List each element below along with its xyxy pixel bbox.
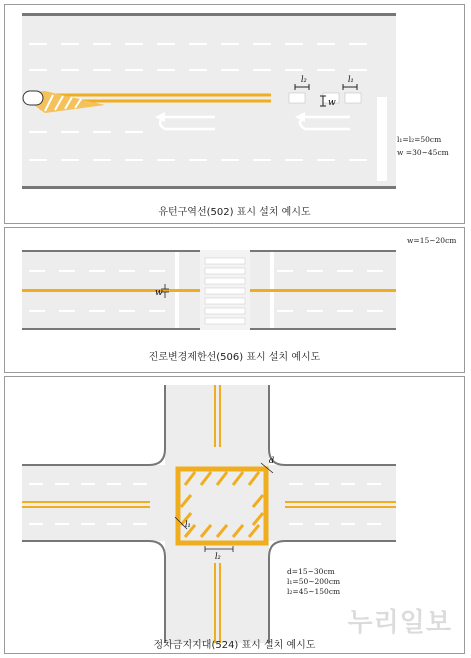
u-turn-blocks — [289, 93, 361, 103]
lane-dash — [29, 43, 47, 45]
spec-l2: l₂=45~150cm — [287, 587, 341, 596]
lane-dash — [349, 159, 367, 161]
lane-dash — [61, 131, 79, 133]
lane-dash — [315, 483, 329, 485]
stop-bar — [377, 97, 387, 181]
lane-dash — [81, 483, 95, 485]
spec-l1-l2: l₁=l₂=50cm — [397, 135, 442, 144]
no-stopping-zone-panel — [4, 376, 465, 654]
lane-dash — [149, 310, 165, 312]
lane-dash — [125, 131, 143, 133]
lane-dash — [93, 159, 111, 161]
lane-dash — [133, 523, 147, 525]
lane-dash — [253, 43, 271, 45]
lane-dash — [149, 270, 165, 272]
lane-dash — [285, 43, 303, 45]
crosswalk-stripes — [205, 258, 245, 324]
lane-dash — [367, 270, 383, 272]
lane-dash — [253, 69, 271, 71]
caption-lane-change: 진로변경제한선(506) 표시 설치 예시도 — [148, 352, 321, 363]
lane-dash — [189, 159, 207, 161]
lane-dash — [29, 69, 47, 71]
lane-dash — [315, 523, 329, 525]
spec-l1: l₁=50~200cm — [287, 577, 341, 586]
lane-dash — [189, 69, 207, 71]
median-end-cap — [23, 91, 43, 105]
lane-dash — [59, 310, 75, 312]
lane-dash — [317, 69, 335, 71]
lane-dash — [93, 69, 111, 71]
lane-dash — [81, 523, 95, 525]
road-edge-top — [22, 13, 396, 16]
label-l2: l₂ — [301, 75, 307, 84]
label-w: w — [155, 288, 163, 298]
label-d: d — [269, 456, 275, 465]
label-l1: l₁ — [185, 520, 191, 529]
lane-dash — [157, 69, 175, 71]
lane-dash — [157, 159, 175, 161]
lane-dash — [55, 523, 69, 525]
label-w: w — [328, 98, 336, 108]
u-turn-zone-diagram — [5, 5, 464, 223]
lane-dash — [285, 159, 303, 161]
lane-dash — [29, 159, 47, 161]
lane-dash — [89, 310, 105, 312]
lane-dash — [189, 43, 207, 45]
lane-dash — [307, 270, 323, 272]
lane-dash — [125, 159, 143, 161]
lane-dash — [61, 159, 79, 161]
lane-dash — [289, 483, 303, 485]
lane-dash — [221, 43, 239, 45]
lane-dash — [285, 69, 303, 71]
lane-dash — [29, 270, 45, 272]
lane-dash — [29, 131, 47, 133]
lane-dash — [29, 310, 45, 312]
label-l1: l₁ — [348, 75, 354, 84]
lane-dash — [337, 310, 353, 312]
lane-dash — [277, 270, 293, 272]
caption-u-turn: 유턴구역선(502) 표시 설치 예시도 — [158, 207, 311, 218]
lane-dash — [89, 270, 105, 272]
u-turn-zone-panel — [4, 4, 465, 224]
lane-dash — [221, 159, 239, 161]
label-l2: l₂ — [215, 552, 221, 561]
lane-dash — [307, 310, 323, 312]
lane-dash — [253, 159, 271, 161]
watermark-logo: 누리일보 — [347, 608, 452, 638]
lane-dash — [125, 43, 143, 45]
lane-dash — [221, 69, 239, 71]
lane-dash — [341, 523, 355, 525]
lane-dash — [119, 270, 135, 272]
lane-dash — [317, 159, 335, 161]
lane-dash — [277, 310, 293, 312]
lane-dash — [317, 43, 335, 45]
lane-dash — [337, 270, 353, 272]
lane-dash — [93, 43, 111, 45]
lane-dash — [125, 69, 143, 71]
caption-no-stopping: 정차금지지대(524) 표시 설치 예시도 — [153, 640, 316, 651]
lane-dash — [107, 483, 121, 485]
lane-dash — [349, 43, 367, 45]
lane-dash — [367, 483, 381, 485]
lane-dash — [341, 483, 355, 485]
lane-dash — [61, 43, 79, 45]
lane-dash — [93, 131, 111, 133]
lane-dash — [55, 483, 69, 485]
lane-dash — [29, 523, 43, 525]
lane-dash — [367, 310, 383, 312]
lane-dash — [107, 523, 121, 525]
spec-w: w=15~20cm — [407, 236, 457, 245]
lane-dash — [61, 69, 79, 71]
lane-dash — [349, 69, 367, 71]
lane-dash — [119, 310, 135, 312]
lane-dash — [157, 43, 175, 45]
lane-dash — [133, 483, 147, 485]
lane-dash — [59, 270, 75, 272]
spec-d: d=15~30cm — [287, 567, 335, 576]
spec-w: w =30~45cm — [397, 148, 449, 157]
lane-dash — [367, 523, 381, 525]
lane-dash — [289, 523, 303, 525]
lane-change-restriction-panel — [4, 227, 465, 373]
road-edge-bottom — [22, 186, 396, 189]
lane-dash — [29, 483, 43, 485]
